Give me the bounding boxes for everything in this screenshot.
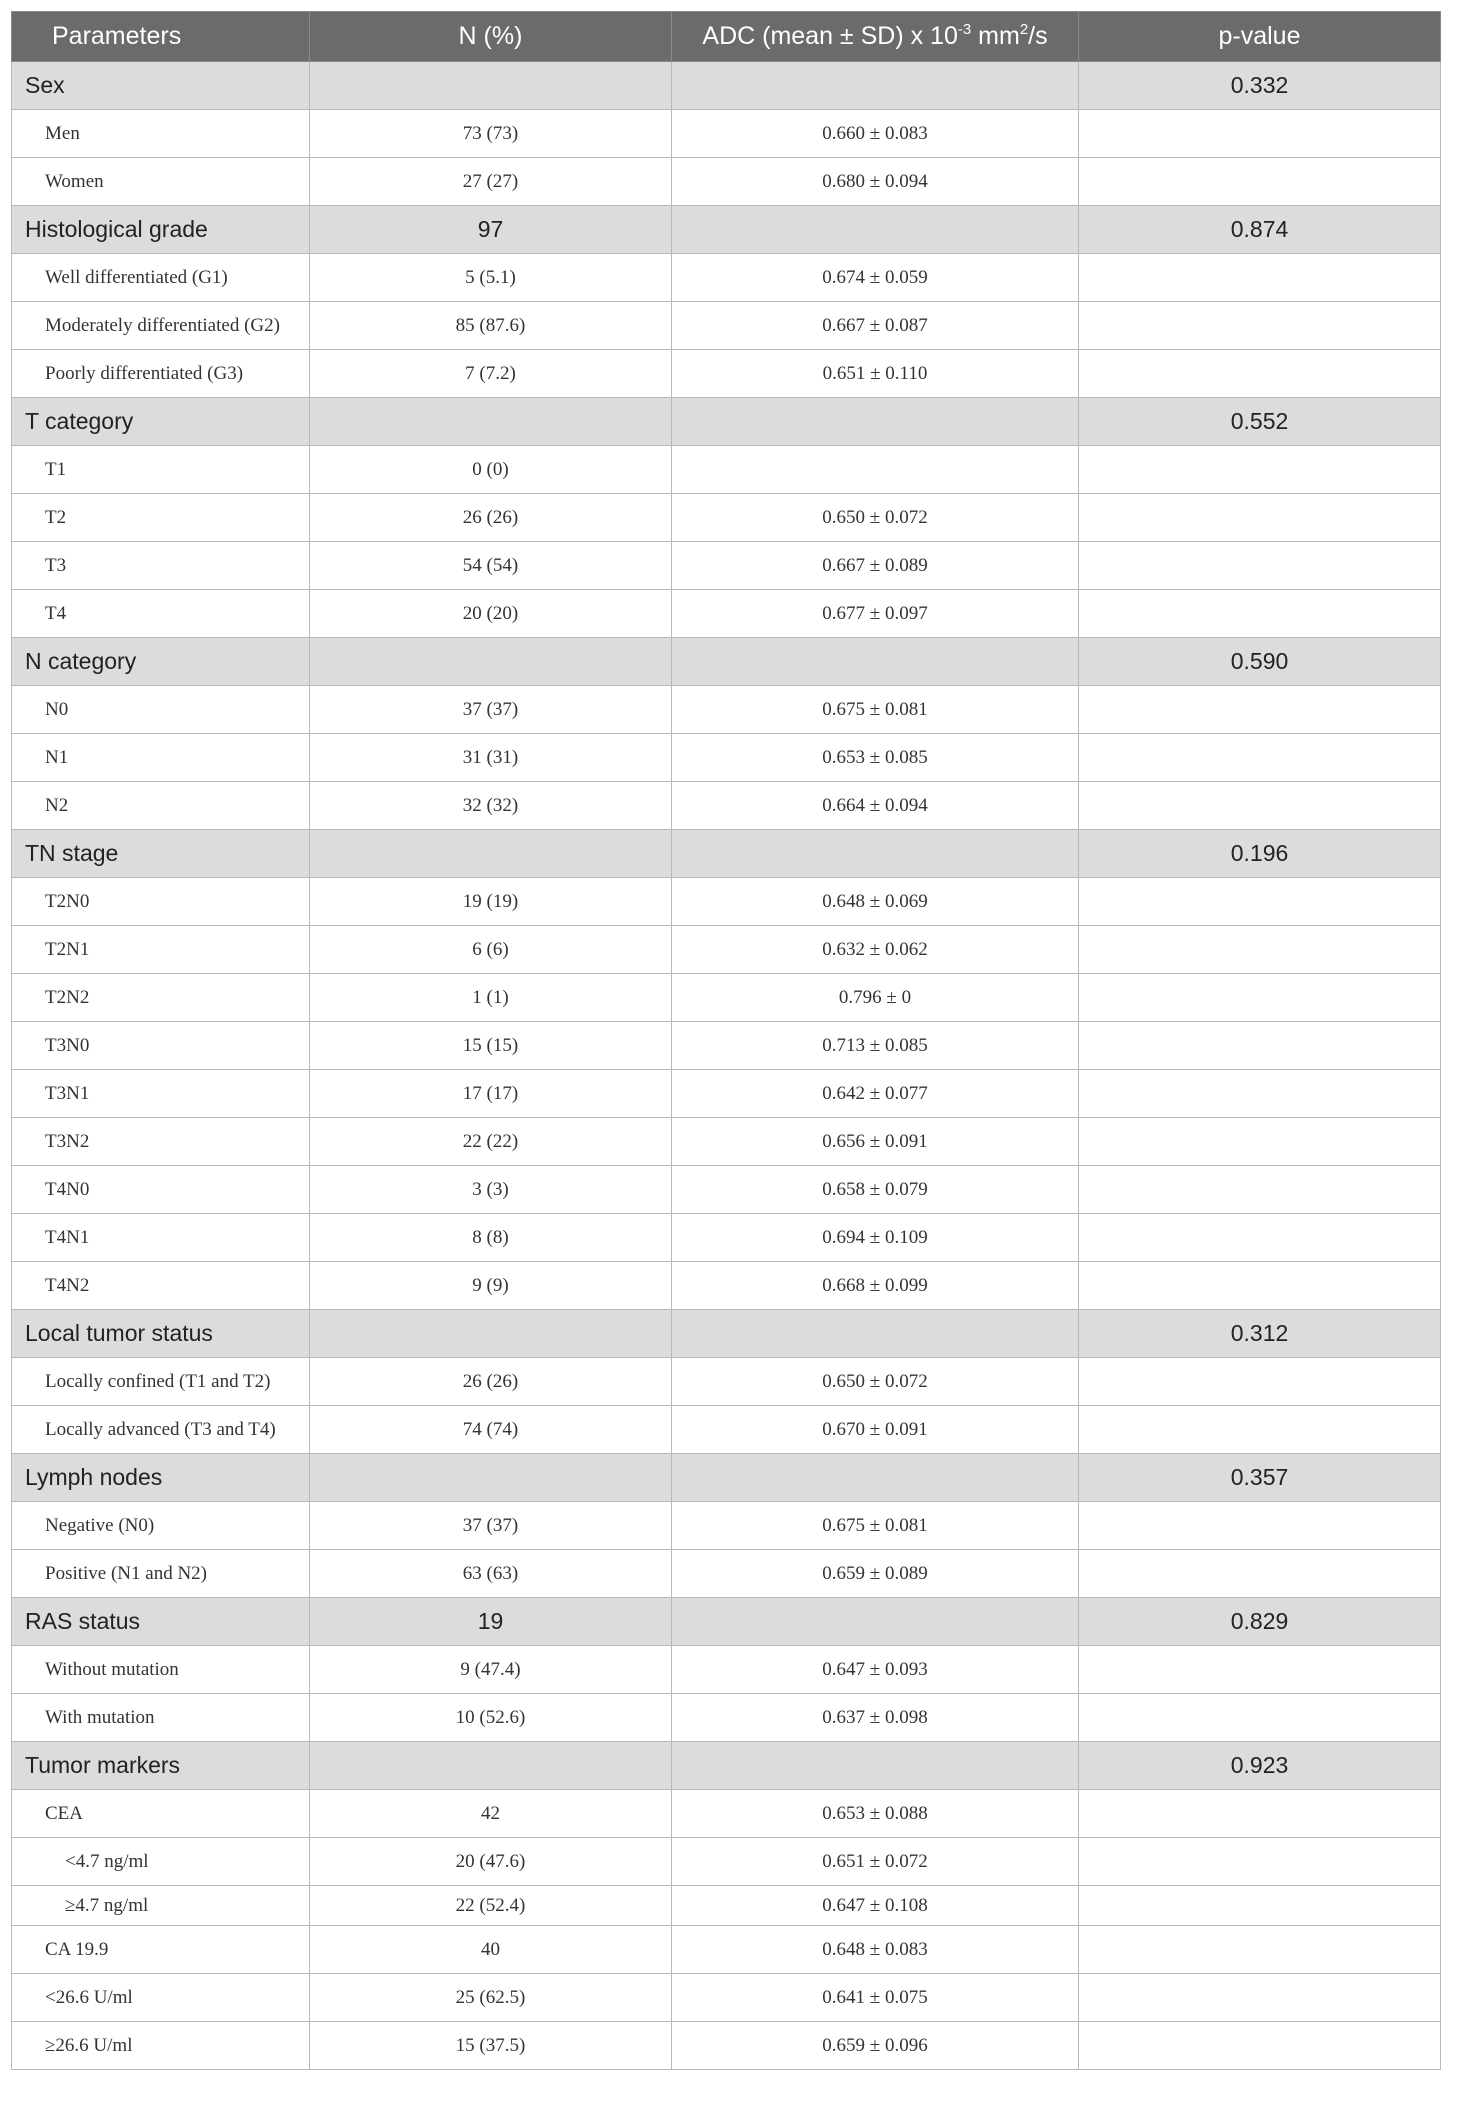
row-label: Poorly differentiated (G3)	[12, 350, 310, 398]
row-n: 26 (26)	[310, 1358, 672, 1406]
row-n: 54 (54)	[310, 542, 672, 590]
section-p-value: 0.590	[1079, 638, 1441, 686]
table-row	[12, 1926, 1441, 1974]
row-adc: 0.650 ± 0.072	[672, 494, 1079, 542]
row-p-value	[1079, 254, 1441, 302]
row-p-value	[1079, 1886, 1441, 1926]
table-row	[12, 1406, 1441, 1454]
row-label: T4	[12, 590, 310, 638]
section-row	[12, 62, 1441, 110]
row-adc: 0.651 ± 0.072	[672, 1838, 1079, 1886]
section-p-value: 0.357	[1079, 1454, 1441, 1502]
table-row	[12, 734, 1441, 782]
row-adc: 0.675 ± 0.081	[672, 1502, 1079, 1550]
row-label: T3N1	[12, 1070, 310, 1118]
row-label: <4.7 ng/ml	[12, 1838, 310, 1886]
section-row	[12, 206, 1441, 254]
row-p-value	[1079, 1214, 1441, 1262]
table-row	[12, 1886, 1441, 1926]
row-p-value	[1079, 302, 1441, 350]
row-adc: 0.670 ± 0.091	[672, 1406, 1079, 1454]
adc-parameters-table	[11, 11, 1441, 2070]
section-p-value: 0.923	[1079, 1742, 1441, 1790]
table-row	[12, 1262, 1441, 1310]
row-n: 9 (47.4)	[310, 1646, 672, 1694]
section-n	[310, 398, 672, 446]
section-n	[310, 62, 672, 110]
section-row	[12, 638, 1441, 686]
row-label: N1	[12, 734, 310, 782]
row-p-value	[1079, 1550, 1441, 1598]
row-adc: 0.694 ± 0.109	[672, 1214, 1079, 1262]
section-title: Tumor markers	[12, 1742, 310, 1790]
row-n: 20 (47.6)	[310, 1838, 672, 1886]
row-n: 19 (19)	[310, 878, 672, 926]
table-row	[12, 1070, 1441, 1118]
section-p-value: 0.312	[1079, 1310, 1441, 1358]
row-label: ≥26.6 U/ml	[12, 2022, 310, 2070]
table-row	[12, 782, 1441, 830]
row-p-value	[1079, 974, 1441, 1022]
table-body	[12, 62, 1441, 2070]
table-row	[12, 350, 1441, 398]
section-row	[12, 1310, 1441, 1358]
header-adc-exponent: -3	[957, 21, 972, 38]
row-adc: 0.653 ± 0.088	[672, 1790, 1079, 1838]
header-adc	[672, 12, 1079, 62]
row-p-value	[1079, 1118, 1441, 1166]
section-n: 97	[310, 206, 672, 254]
table-row	[12, 974, 1441, 1022]
section-n	[310, 638, 672, 686]
row-p-value	[1079, 1022, 1441, 1070]
table-row	[12, 446, 1441, 494]
row-label: T2N0	[12, 878, 310, 926]
row-adc: 0.680 ± 0.094	[672, 158, 1079, 206]
row-p-value	[1079, 590, 1441, 638]
row-n: 31 (31)	[310, 734, 672, 782]
row-adc: 0.648 ± 0.069	[672, 878, 1079, 926]
row-n: 37 (37)	[310, 1502, 672, 1550]
row-adc: 0.659 ± 0.089	[672, 1550, 1079, 1598]
table-row	[12, 302, 1441, 350]
row-n: 27 (27)	[310, 158, 672, 206]
row-n: 10 (52.6)	[310, 1694, 672, 1742]
row-n: 74 (74)	[310, 1406, 672, 1454]
table-row	[12, 1974, 1441, 2022]
section-title: Local tumor status	[12, 1310, 310, 1358]
section-adc	[672, 398, 1079, 446]
row-adc: 0.642 ± 0.077	[672, 1070, 1079, 1118]
section-p-value: 0.552	[1079, 398, 1441, 446]
row-p-value	[1079, 158, 1441, 206]
row-adc: 0.677 ± 0.097	[672, 590, 1079, 638]
row-label: Negative (N0)	[12, 1502, 310, 1550]
section-title: RAS status	[12, 1598, 310, 1646]
section-row	[12, 398, 1441, 446]
table-row	[12, 686, 1441, 734]
row-label: T2N1	[12, 926, 310, 974]
row-adc: 0.647 ± 0.108	[672, 1886, 1079, 1926]
row-adc: 0.647 ± 0.093	[672, 1646, 1079, 1694]
row-n: 20 (20)	[310, 590, 672, 638]
row-p-value	[1079, 1406, 1441, 1454]
row-p-value	[1079, 494, 1441, 542]
table-row	[12, 1694, 1441, 1742]
row-n: 26 (26)	[310, 494, 672, 542]
header-parameters: Parameters	[12, 12, 310, 62]
row-label: T4N0	[12, 1166, 310, 1214]
row-p-value	[1079, 1166, 1441, 1214]
table-row	[12, 926, 1441, 974]
table-row	[12, 1214, 1441, 1262]
row-p-value	[1079, 782, 1441, 830]
row-n: 7 (7.2)	[310, 350, 672, 398]
row-adc: 0.656 ± 0.091	[672, 1118, 1079, 1166]
row-n: 25 (62.5)	[310, 1974, 672, 2022]
header-adc-square: 2	[1019, 21, 1029, 38]
row-adc: 0.637 ± 0.098	[672, 1694, 1079, 1742]
header-adc-suffix: /s	[1028, 22, 1048, 50]
row-adc: 0.668 ± 0.099	[672, 1262, 1079, 1310]
table-row	[12, 1790, 1441, 1838]
section-row	[12, 1598, 1441, 1646]
section-row	[12, 1454, 1441, 1502]
section-p-value: 0.874	[1079, 206, 1441, 254]
table-row	[12, 254, 1441, 302]
section-title: N category	[12, 638, 310, 686]
row-label: Positive (N1 and N2)	[12, 1550, 310, 1598]
row-p-value	[1079, 1926, 1441, 1974]
section-title: TN stage	[12, 830, 310, 878]
row-n: 32 (32)	[310, 782, 672, 830]
row-n: 22 (52.4)	[310, 1886, 672, 1926]
row-adc: 0.641 ± 0.075	[672, 1974, 1079, 2022]
table-row	[12, 590, 1441, 638]
header-n-percent: N (%)	[310, 12, 672, 62]
table-row	[12, 1118, 1441, 1166]
row-adc	[672, 446, 1079, 494]
row-adc: 0.651 ± 0.110	[672, 350, 1079, 398]
row-label: <26.6 U/ml	[12, 1974, 310, 2022]
row-label: N0	[12, 686, 310, 734]
row-n: 0 (0)	[310, 446, 672, 494]
row-n: 9 (9)	[310, 1262, 672, 1310]
row-n: 85 (87.6)	[310, 302, 672, 350]
row-adc: 0.796 ± 0	[672, 974, 1079, 1022]
row-label: Well differentiated (G1)	[12, 254, 310, 302]
table-row	[12, 1502, 1441, 1550]
row-n: 5 (5.1)	[310, 254, 672, 302]
row-p-value	[1079, 1974, 1441, 2022]
section-row	[12, 830, 1441, 878]
section-n: 19	[310, 1598, 672, 1646]
row-label: Women	[12, 158, 310, 206]
row-adc: 0.658 ± 0.079	[672, 1166, 1079, 1214]
section-title: Lymph nodes	[12, 1454, 310, 1502]
row-label: T1	[12, 446, 310, 494]
section-title: Histological grade	[12, 206, 310, 254]
row-adc: 0.659 ± 0.096	[672, 2022, 1079, 2070]
row-label: With mutation	[12, 1694, 310, 1742]
row-adc: 0.650 ± 0.072	[672, 1358, 1079, 1406]
table-row	[12, 1838, 1441, 1886]
row-label: T2N2	[12, 974, 310, 1022]
section-n	[310, 1454, 672, 1502]
table-row	[12, 1166, 1441, 1214]
row-n: 40	[310, 1926, 672, 1974]
row-label: T4N1	[12, 1214, 310, 1262]
row-label: ≥4.7 ng/ml	[12, 1886, 310, 1926]
section-adc	[672, 62, 1079, 110]
section-p-value: 0.829	[1079, 1598, 1441, 1646]
row-label: CEA	[12, 1790, 310, 1838]
section-n	[310, 830, 672, 878]
header-adc-unit: mm	[971, 22, 1020, 50]
section-title: T category	[12, 398, 310, 446]
section-n	[310, 1742, 672, 1790]
row-n: 6 (6)	[310, 926, 672, 974]
section-adc	[672, 1454, 1079, 1502]
row-n: 73 (73)	[310, 110, 672, 158]
row-label: T3	[12, 542, 310, 590]
section-title: Sex	[12, 62, 310, 110]
table-row	[12, 2022, 1441, 2070]
header-row	[12, 12, 1441, 62]
table-row	[12, 158, 1441, 206]
table-row	[12, 494, 1441, 542]
row-p-value	[1079, 1262, 1441, 1310]
row-adc: 0.667 ± 0.087	[672, 302, 1079, 350]
row-p-value	[1079, 734, 1441, 782]
section-p-value: 0.332	[1079, 62, 1441, 110]
row-adc: 0.713 ± 0.085	[672, 1022, 1079, 1070]
table-row	[12, 110, 1441, 158]
row-label: Men	[12, 110, 310, 158]
section-n	[310, 1310, 672, 1358]
row-p-value	[1079, 1838, 1441, 1886]
row-adc: 0.632 ± 0.062	[672, 926, 1079, 974]
row-n: 42	[310, 1790, 672, 1838]
row-p-value	[1079, 1358, 1441, 1406]
row-adc: 0.664 ± 0.094	[672, 782, 1079, 830]
header-adc-prefix: ADC (mean ± SD) x 10	[702, 22, 958, 50]
table-row	[12, 1646, 1441, 1694]
table-row	[12, 1358, 1441, 1406]
section-adc	[672, 1742, 1079, 1790]
row-adc: 0.675 ± 0.081	[672, 686, 1079, 734]
row-label: Locally confined (T1 and T2)	[12, 1358, 310, 1406]
row-p-value	[1079, 350, 1441, 398]
row-label: T3N2	[12, 1118, 310, 1166]
row-n: 37 (37)	[310, 686, 672, 734]
row-p-value	[1079, 1694, 1441, 1742]
row-label: CA 19.9	[12, 1926, 310, 1974]
row-n: 15 (15)	[310, 1022, 672, 1070]
section-adc	[672, 830, 1079, 878]
row-p-value	[1079, 1790, 1441, 1838]
row-adc: 0.674 ± 0.059	[672, 254, 1079, 302]
row-n: 8 (8)	[310, 1214, 672, 1262]
section-adc	[672, 1598, 1079, 1646]
row-adc: 0.648 ± 0.083	[672, 1926, 1079, 1974]
row-n: 63 (63)	[310, 1550, 672, 1598]
row-p-value	[1079, 542, 1441, 590]
row-n: 1 (1)	[310, 974, 672, 1022]
section-adc	[672, 638, 1079, 686]
table-row	[12, 1022, 1441, 1070]
row-p-value	[1079, 446, 1441, 494]
row-p-value	[1079, 110, 1441, 158]
row-adc: 0.660 ± 0.083	[672, 110, 1079, 158]
row-p-value	[1079, 2022, 1441, 2070]
section-p-value: 0.196	[1079, 830, 1441, 878]
row-p-value	[1079, 926, 1441, 974]
row-label: T2	[12, 494, 310, 542]
row-n: 15 (37.5)	[310, 2022, 672, 2070]
row-p-value	[1079, 1070, 1441, 1118]
row-p-value	[1079, 878, 1441, 926]
row-adc: 0.653 ± 0.085	[672, 734, 1079, 782]
table-row	[12, 542, 1441, 590]
row-label: Without mutation	[12, 1646, 310, 1694]
row-p-value	[1079, 1502, 1441, 1550]
row-label: N2	[12, 782, 310, 830]
section-adc	[672, 1310, 1079, 1358]
section-row	[12, 1742, 1441, 1790]
row-n: 22 (22)	[310, 1118, 672, 1166]
table-row	[12, 878, 1441, 926]
section-adc	[672, 206, 1079, 254]
row-label: T4N2	[12, 1262, 310, 1310]
table-row	[12, 1550, 1441, 1598]
row-p-value	[1079, 1646, 1441, 1694]
row-adc: 0.667 ± 0.089	[672, 542, 1079, 590]
header-p-value: p-value	[1079, 12, 1441, 62]
row-n: 3 (3)	[310, 1166, 672, 1214]
row-label: T3N0	[12, 1022, 310, 1070]
row-n: 17 (17)	[310, 1070, 672, 1118]
row-label: Moderately differentiated (G2)	[12, 302, 310, 350]
row-p-value	[1079, 686, 1441, 734]
row-label: Locally advanced (T3 and T4)	[12, 1406, 310, 1454]
